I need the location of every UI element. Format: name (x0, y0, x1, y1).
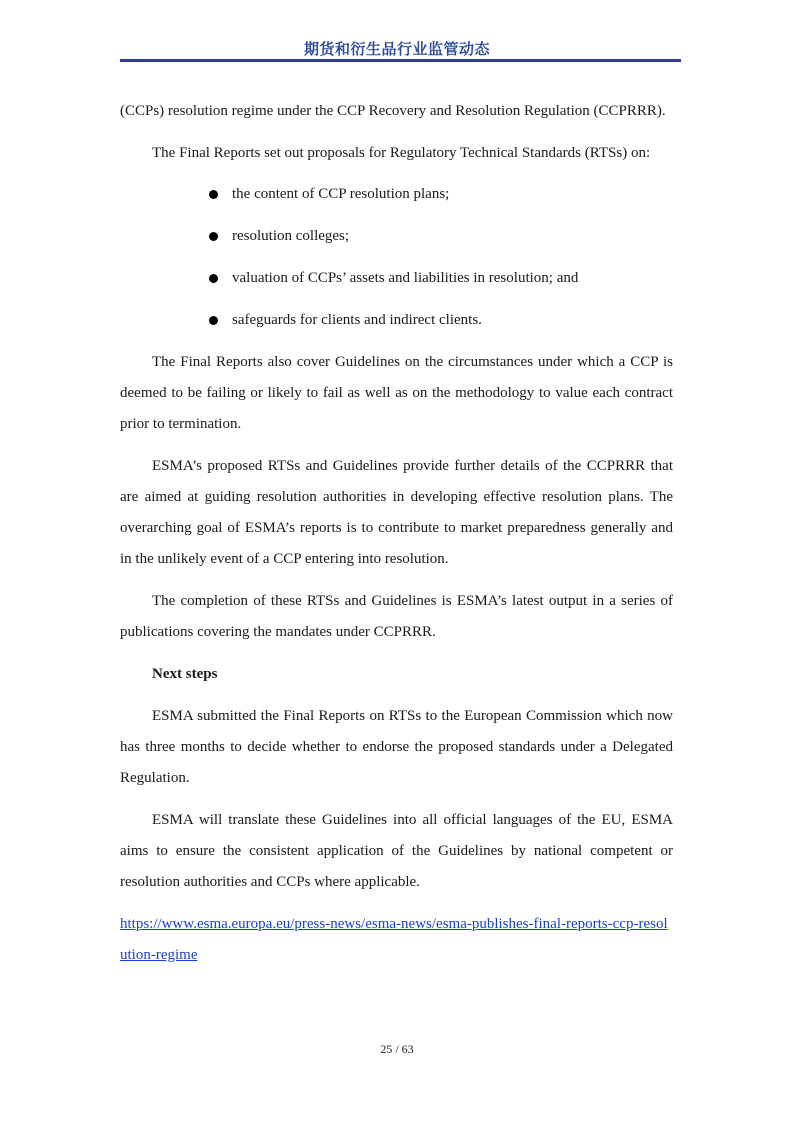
list-item (120, 263, 673, 294)
paragraph-completion: The completion of these RTSs and Guidelines is ESMA’s latest output in a series of publications covering the mandates under CCPRRR. (120, 593, 673, 640)
list-item-text: valuation of CCPs’ assets and liabilities in resolution; and (232, 270, 579, 286)
paragraph-proposed-rts: ESMA’s proposed RTSs and Guidelines provide further details of the CCPRRR that are aimed at guiding resolution authorities in developing effective resolution plans. The overarching goal of ESMA’s reports is to contribute to market preparedness generally and in the unlikely event of a CCP entering into resolution. (120, 458, 673, 567)
list-item-text: resolution colleges; (232, 228, 350, 244)
bullet-icon (209, 316, 218, 325)
paragraph-translate: ESMA will translate these Guidelines into all official languages of the EU, ESMA aims to ensure the consistent application of the Guidelines by national competent or resolution authorities and CCPs where applicable. (120, 812, 673, 890)
list-item (120, 221, 673, 252)
header-rule (120, 59, 681, 62)
list-item-text: the content of CCP resolution plans; (232, 186, 450, 202)
list-item-text: safeguards for clients and indirect clients. (232, 312, 482, 328)
rts-bullet-list (120, 179, 673, 336)
paragraph-ccprrr: (CCPs) resolution regime under the CCP Recovery and Resolution Regulation (CCPRRR). (120, 103, 666, 119)
document-body (120, 96, 673, 971)
paragraph-final-reports: The Final Reports set out proposals for Regulatory Technical Standards (RTSs) on: (152, 145, 651, 161)
paragraph-submitted: ESMA submitted the Final Reports on RTSs to the European Commission which now has three months to decide whether to endorse the proposed standards under a Delegated Regulation. (120, 708, 673, 786)
header-title: 期货和衍生品行业监管动态 (303, 40, 490, 58)
bullet-icon (209, 274, 218, 283)
list-item (120, 305, 673, 336)
source-link[interactable]: https://www.esma.europa.eu/press-news/esma-news/esma-publishes-final-reports-ccp-resolution-regime (120, 916, 668, 963)
bullet-icon (209, 190, 218, 199)
bullet-icon (209, 232, 218, 241)
list-item (120, 179, 673, 210)
section-heading-next-steps: Next steps (152, 666, 218, 682)
paragraph-guidelines: The Final Reports also cover Guidelines on the circumstances under which a CCP is deemed to be failing or likely to fail as well as on the methodology to value each contract prior to termination. (120, 354, 673, 432)
page-number: 25 / 63 (380, 1042, 414, 1056)
